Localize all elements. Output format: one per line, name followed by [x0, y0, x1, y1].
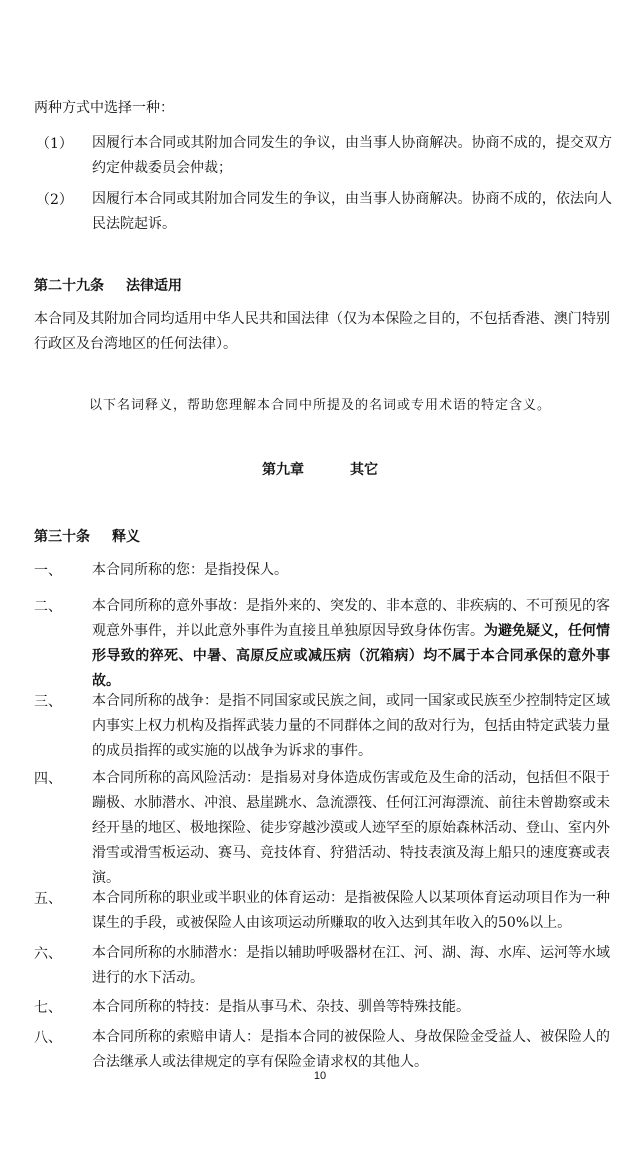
definition-number: 八、 — [34, 1030, 62, 1046]
definition-number: 七、 — [34, 1000, 62, 1016]
definition-number: 四、 — [34, 771, 62, 787]
definition-body: 本合同所称的特技：是指从事马术、杂技、驯兽等特殊技能。 — [92, 999, 470, 1015]
article-title: 释义 — [112, 529, 140, 545]
option-number: （2） — [36, 192, 73, 208]
definition-body: 本合同所称的您：是指投保人。 — [92, 562, 288, 578]
chapter-title: 其它 — [350, 462, 378, 478]
definition-body: 本合同所称的水肺潜水：是指以辅助呼吸器材在江、河、湖、海、水库、运河等水域进行的水下活动。 — [92, 945, 610, 986]
article-number: 第二十九条 — [34, 278, 104, 294]
definition-text — [92, 594, 610, 694]
definition-text — [92, 689, 610, 764]
definition-text — [92, 766, 610, 891]
article-title: 法律适用 — [126, 278, 182, 294]
definition-body: 本合同所称的高风险活动：是指易对身体造成伤害或危及生命的活动，包括但不限于蹦极、水肺潜水、冲浪、悬崖跳水、急流漂筏、任何江河海漂流、前往未曾勘察或未经开垦的地区、极地探险、徒步穿越沙漠或人迹罕至的原始森林活动、登山、室内外滑雪或滑雪板运动、赛马、竞技体育、狩猎活动、特技表演及海上船只的速度赛或表演。 — [92, 770, 610, 886]
article-heading — [34, 527, 140, 547]
definition-bold-clause: 为避免疑义，任何情形导致的猝死、中暑、高原反应或减压病（沉箱病）均不属于本合同承保的意外事故。 — [92, 623, 610, 689]
definition-number: 三、 — [34, 694, 62, 710]
chapter-number: 第九章 — [262, 462, 304, 478]
definition-number: 五、 — [34, 891, 62, 907]
option-number: （1） — [36, 136, 73, 152]
definition-body: 本合同所称的意外事故：是指外来的、突发的、非本意的、非疾病的、不可预见的客观意外事件，并以此意外事件为直接且单独原因导致身体伤害。 — [92, 598, 610, 639]
definition-text — [92, 886, 610, 936]
definition-number: 二、 — [34, 599, 62, 615]
article-body: 本合同及其附加合同均适用中华人民共和国法律（仅为本保险之目的，不包括香港、澳门特别行政区及台湾地区的任何法律）。 — [34, 311, 610, 352]
definition-body: 本合同所称的索赔申请人：是指本合同的被保险人、身故保险金受益人、被保险人的合法继承人或法律规定的享有保险金请求权的其他人。 — [92, 1029, 610, 1070]
definition-number: 一、 — [34, 563, 62, 579]
option-text: 因履行本合同或其附加合同发生的争议，由当事人协商解决。协商不成的，依法向人民法院起诉。 — [92, 191, 612, 232]
definition-text — [92, 941, 610, 991]
definitions-note: 以下名词释义，帮助您理解本合同中所提及的名词或专用术语的特定含义。 — [88, 398, 551, 413]
definition-number: 六、 — [34, 946, 62, 962]
definition-text — [92, 558, 610, 583]
page-number: 10 — [313, 1070, 327, 1082]
chapter-heading — [0, 460, 640, 480]
intro-text: 两种方式中选择一种： — [34, 100, 174, 116]
article-number: 第三十条 — [34, 529, 90, 545]
option-text: 因履行本合同或其附加合同发生的争议，由当事人协商解决。协商不成的，提交双方约定仲裁委员会仲裁； — [92, 135, 612, 176]
definition-text — [92, 995, 610, 1020]
article-heading — [34, 276, 182, 296]
definition-body: 本合同所称的职业或半职业的体育运动：是指被保险人以某项体育运动项目作为一种谋生的手段，或被保险人由该项运动所赚取的收入达到其年收入的50%以上。 — [92, 890, 610, 931]
definition-body: 本合同所称的战争：是指不同国家或民族之间，或同一国家或民族至少控制特定区域内事实上权力机构及指挥武装力量的不同群体之间的敌对行为，包括由特定武装力量的成员指挥的或实施的以战争为诉求的事件。 — [92, 693, 610, 759]
